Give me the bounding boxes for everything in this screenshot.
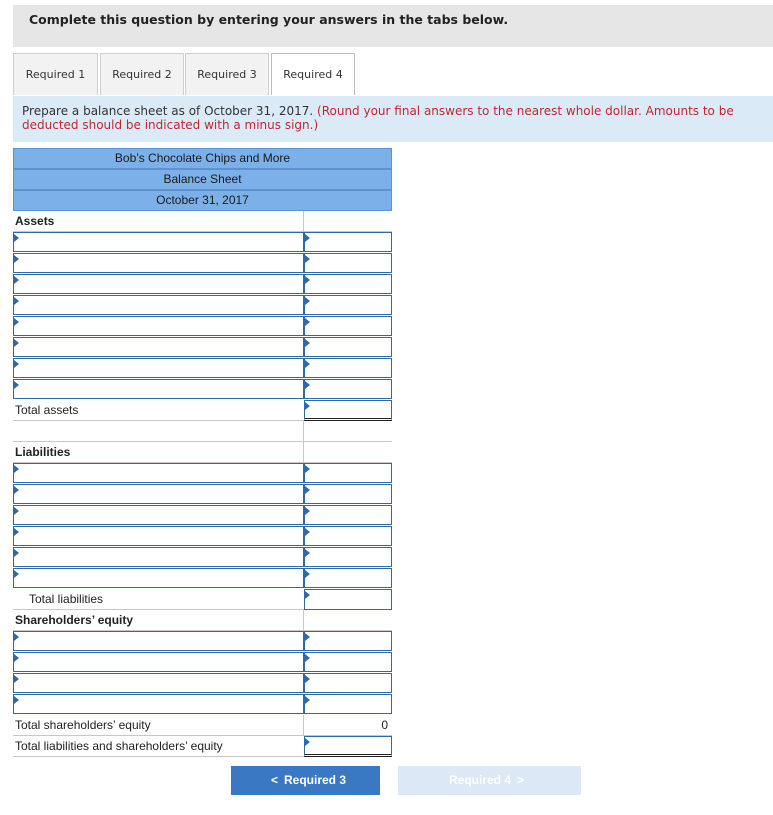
asset-amount-input[interactable] [304,337,392,357]
liability-amount-input[interactable] [304,547,392,567]
dropdown-arrow-icon [305,234,310,242]
liability-account-input[interactable] [13,568,304,588]
chevron-right-icon: > [517,773,525,787]
dropdown-arrow-icon [14,318,19,326]
dropdown-arrow-icon [305,654,310,662]
dropdown-arrow-icon [14,234,19,242]
dropdown-arrow-icon [14,255,19,263]
dropdown-arrow-icon [305,276,310,284]
dropdown-arrow-icon [305,486,310,494]
asset-amount-input[interactable] [304,232,392,252]
asset-amount-input[interactable] [304,274,392,294]
dropdown-arrow-icon [305,675,310,683]
dropdown-arrow-icon [305,549,310,557]
dropdown-arrow-icon [305,633,310,641]
dropdown-arrow-icon [305,381,310,389]
total-liabilities-label: Total liabilities [29,592,104,606]
dropdown-arrow-icon [14,507,19,515]
dropdown-arrow-icon [14,486,19,494]
tab-required-2[interactable]: Required 2 [100,53,184,95]
dropdown-arrow-icon [14,570,19,578]
liability-row [13,484,392,505]
dropdown-arrow-icon [14,297,19,305]
dropdown-arrow-icon [305,591,310,599]
liability-row [13,463,392,484]
instruction-note: (Round your final answers to the nearest whole dollar. Amounts to be deducted should be indicated with a minus sign.) [22,104,734,132]
dropdown-arrow-icon [305,507,310,515]
liability-amount-input[interactable] [304,568,392,588]
asset-row [13,337,392,358]
dropdown-arrow-icon [14,465,19,473]
equity-account-input[interactable] [13,652,304,672]
total-liab-equity-input[interactable] [304,736,392,757]
liability-row [13,505,392,526]
liability-amount-input[interactable] [304,505,392,525]
equity-amount-input[interactable] [304,631,392,651]
equity-amount-input[interactable] [304,694,392,714]
tab-required-3[interactable]: Required 3 [185,53,269,95]
dropdown-arrow-icon [14,696,19,704]
total-assets-label: Total assets [15,403,79,417]
dropdown-arrow-icon [305,360,310,368]
next-button [398,766,581,795]
equity-amount-input[interactable] [304,652,392,672]
equity-row [13,694,392,715]
asset-account-input[interactable] [13,379,304,399]
prev-button-label: Required 3 [284,773,347,787]
equity-heading-row [13,610,392,631]
total-liab-equity-label: Total liabilities and shareholders’ equity [15,739,223,753]
dropdown-arrow-icon [14,276,19,284]
asset-account-input[interactable] [13,232,304,252]
asset-row [13,253,392,274]
equity-account-input[interactable] [13,631,304,651]
dropdown-arrow-icon [14,339,19,347]
assets-heading: Assets [15,214,55,228]
liability-account-input[interactable] [13,463,304,483]
total-liabilities-input[interactable] [304,589,392,610]
spacer-row [13,421,392,442]
header-title: Complete this question by entering your answers in the tabs below. [29,12,509,27]
total-equity-label: Total shareholders’ equity [15,718,151,732]
equity-row [13,673,392,694]
liability-amount-input[interactable] [304,526,392,546]
dropdown-arrow-icon [14,675,19,683]
dropdown-arrow-icon [14,360,19,368]
assets-heading-row [13,211,392,232]
dropdown-arrow-icon [305,528,310,536]
liabilities-heading-row [13,442,392,463]
asset-account-input[interactable] [13,358,304,378]
asset-amount-input[interactable] [304,379,392,399]
asset-amount-input[interactable] [304,295,392,315]
instruction-box [13,96,773,142]
asset-account-input[interactable] [13,253,304,273]
liability-account-input[interactable] [13,505,304,525]
instruction-text: Prepare a balance sheet as of October 31, 2017. [22,104,314,118]
liability-row [13,526,392,547]
asset-row [13,379,392,400]
asset-amount-input[interactable] [304,358,392,378]
dropdown-arrow-icon [305,297,310,305]
asset-row [13,274,392,295]
asset-amount-input[interactable] [304,316,392,336]
asset-row [13,316,392,337]
statement-date: October 31, 2017 [13,190,392,211]
chevron-left-icon: < [270,773,278,787]
asset-row [13,232,392,253]
dropdown-arrow-icon [14,633,19,641]
dropdown-arrow-icon [305,339,310,347]
liabilities-heading: Liabilities [15,445,71,459]
equity-account-input[interactable] [13,673,304,693]
dropdown-arrow-icon [14,549,19,557]
dropdown-arrow-icon [14,528,19,536]
equity-account-input[interactable] [13,694,304,714]
liability-row [13,547,392,568]
asset-account-input[interactable] [13,337,304,357]
asset-row [13,358,392,379]
asset-account-input[interactable] [13,274,304,294]
asset-row [13,295,392,316]
total-equity-value: 0 [381,718,388,732]
liability-row [13,568,392,589]
liability-account-input[interactable] [13,484,304,504]
total-assets-row [13,400,392,421]
dropdown-arrow-icon [305,570,310,578]
dropdown-arrow-icon [305,255,310,263]
asset-account-input[interactable] [13,316,304,336]
next-button-label: Required 4 [448,773,511,787]
equity-row [13,631,392,652]
asset-account-input[interactable] [13,295,304,315]
liability-amount-input[interactable] [304,463,392,483]
dropdown-arrow-icon [305,696,310,704]
liability-account-input[interactable] [13,526,304,546]
total-equity-row [13,715,392,736]
dropdown-arrow-icon [305,738,310,746]
company-name: Bob’s Chocolate Chips and More [13,148,392,169]
total-liabilities-row [13,589,392,610]
dropdown-arrow-icon [305,318,310,326]
tab-required-1[interactable]: Required 1 [13,53,98,95]
tab-required-4[interactable]: Required 4 [271,53,355,95]
dropdown-arrow-icon [305,402,310,410]
instructions-header [13,5,773,47]
asset-amount-input[interactable] [304,253,392,273]
dropdown-arrow-icon [14,654,19,662]
equity-amount-input[interactable] [304,673,392,693]
statement-title: Balance Sheet [13,169,392,190]
dropdown-arrow-icon [14,381,19,389]
dropdown-arrow-icon [305,465,310,473]
equity-heading: Shareholders’ equity [15,613,134,627]
liability-account-input[interactable] [13,547,304,567]
total-liab-equity-row [13,736,392,757]
prev-button[interactable] [231,766,380,795]
total-assets-input[interactable] [304,400,392,421]
liability-amount-input[interactable] [304,484,392,504]
equity-row [13,652,392,673]
